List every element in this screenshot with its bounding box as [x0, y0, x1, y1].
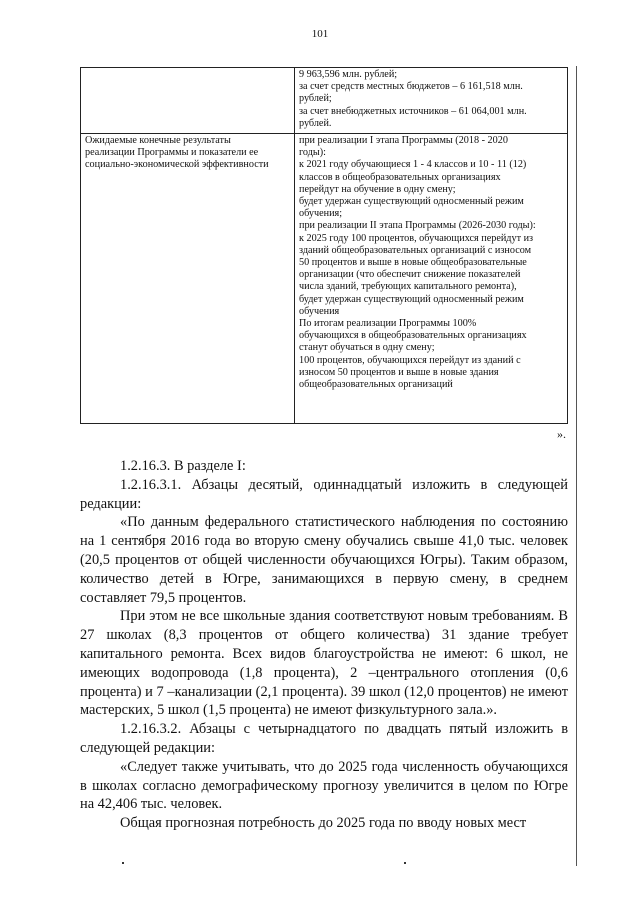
cell-line: 50 процентов и выше в новые общеобразовательные [299, 257, 527, 269]
cell-line: годы): [299, 147, 326, 159]
cell-line: обучения; [299, 208, 343, 220]
cell-line: общеобразовательных организаций [299, 379, 453, 391]
cell-line: Ожидаемые конечные результаты [85, 135, 231, 146]
cell-line: перейдут на обучение в одну смену; [299, 183, 456, 195]
cell-line: будет удержан существующий односменный режим [299, 196, 524, 208]
cell-line: социально-экономической эффективности [85, 159, 269, 171]
paragraph-amendment-1: 1.2.16.3.1. Абзацы десятый, одиннадцатый изложить в следующей редакции: [80, 476, 568, 512]
cell-line: к 2021 году обучающиеся 1 - 4 классов и 10 - 11 (12) [299, 159, 527, 171]
table-row-results [81, 134, 568, 424]
cell-line: обучающихся в общеобразовательных организациях [299, 330, 527, 342]
page-number: 101 [311, 28, 329, 40]
cell-line: при реализации II этапа Программы (2026-2030 годы): [299, 220, 536, 232]
table-row-funding [81, 68, 568, 134]
cell-line: По итогам реализации Программы 100% [299, 318, 477, 330]
cell-line: 100 процентов, обучающихся перейдут из зданий с [299, 354, 521, 366]
cell-line: рублей; [299, 93, 332, 105]
cell-line: реализации Программы и показатели ее [85, 147, 259, 159]
cell-line: станут обучаться в одну смену; [299, 342, 435, 354]
paragraph-section-heading: 1.2.16.3. В разделе I: [120, 458, 246, 474]
cell-line: износом 50 процентов и выше в новые здания [299, 366, 499, 378]
cell-line: классов в общеобразовательных организациях [299, 171, 501, 183]
cell-line: рублей. [299, 117, 332, 129]
closing-quote: ». [557, 427, 566, 441]
cell-line: организации (что обеспечит снижение показателей [299, 269, 521, 281]
cell-line: при реализации I этапа Программы (2018 - 2020 [299, 135, 508, 146]
paragraph-quote-demand: Общая прогнозная потребность до 2025 года по вводу новых мест [120, 815, 527, 832]
scan-speck [404, 862, 406, 864]
scan-edge-line [576, 66, 577, 866]
paragraph-quote-buildings: При этом не все школьные здания соответствуют новым требованиям. В 27 школах (8,3 процентов от общего количества) 31 здание требует капитального ремонта. Всех видов благоустройства не имеют: 6 школ, не имеющих водопровода (1,8 процента), 2 –центрального отопления (0,6 процента) и 7 –канализации (2,1 процента). 39 школ (12,0 процентов) не имеют мастерских, 5 школ (1,5 процента) не имеют физкультурного зала.». [80, 608, 568, 719]
paragraph-quote-statistics: «По данным федерального статистического наблюдения по состоянию на 1 сентября 2016 года во вторую смену обучались свыше 41,0 тыс. человек (20,5 процентов от общей численности обучающихся Югры). Таким образом, количество детей в Югре, занимающихся в первую смену, в среднем составляет 79,5 процентов. [80, 514, 568, 606]
cell-line: за счет внебюджетных источников – 61 064,001 млн. [299, 105, 527, 117]
document-body [80, 457, 568, 833]
cell-line: 9 963,596 млн. рублей; [299, 69, 398, 80]
cell-line: за счет средств местных бюджетов – 6 161,518 млн. [299, 81, 523, 93]
cell-line: к 2025 году 100 процентов, обучающихся перейдут из [299, 232, 534, 244]
paragraph-amendment-2: 1.2.16.3.2. Абзацы с четырнадцатого по двадцать пятый изложить в следующей редакции: [80, 721, 568, 756]
cell-line: зданий общеобразовательных организаций с износом [299, 244, 532, 256]
table-cell-funding [295, 68, 568, 134]
cell-line: будет удержан существующий односменный режим [299, 293, 524, 305]
table-cell-results-label [81, 134, 295, 424]
program-passport-table [80, 67, 568, 424]
scan-speck [122, 862, 124, 864]
table-cell-results-text [295, 134, 568, 424]
paragraph-quote-forecast: «Следует также учитывать, что до 2025 года численность обучающихся в школах согласно демографическому прогнозу увеличится в целом по Югре на 42,406 тыс. человек. [80, 758, 568, 813]
cell-line: числа зданий, требующих капитального ремонта), [299, 281, 517, 293]
table-cell-empty [81, 68, 295, 134]
cell-line: обучения [299, 305, 340, 317]
